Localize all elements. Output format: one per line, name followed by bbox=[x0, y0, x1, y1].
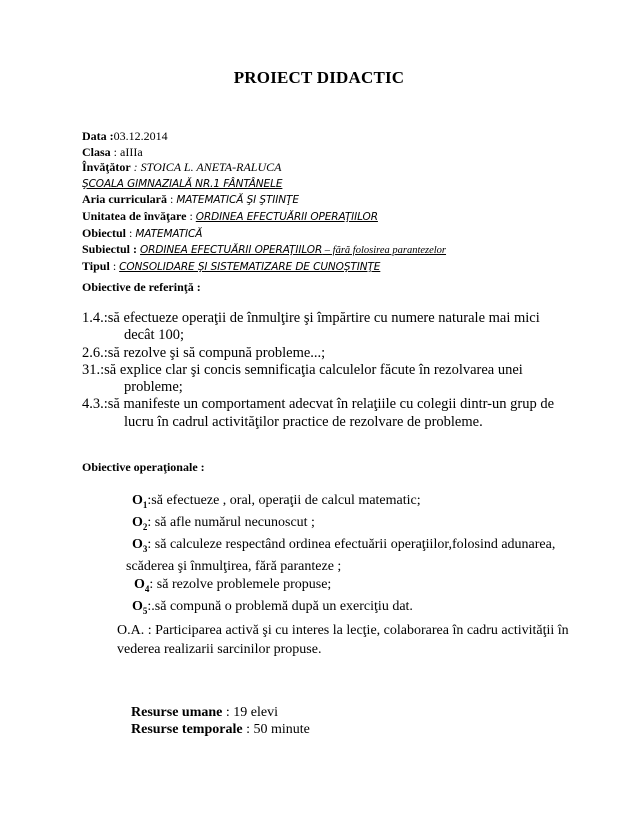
resources bbox=[131, 704, 310, 738]
operational-objective-item: $O_5:.să$ compună o problemă după un exerciţiu dat. bbox=[132, 599, 413, 616]
operational-objective-item: $O_2$: să afle numărul necunoscut ; bbox=[132, 515, 315, 532]
class-label: Clasa bbox=[82, 144, 111, 159]
operational-objective-item: $O_3$: să calculeze respectând ordinea efectuării operaţiilor,folosind adunarea, bbox=[132, 537, 556, 554]
date-row bbox=[82, 129, 446, 145]
class-row bbox=[82, 145, 446, 161]
learning-unit-label: Unitatea de învăţare bbox=[82, 208, 187, 223]
topic-label: Subiectul : bbox=[82, 242, 138, 257]
operational-objectives-list bbox=[120, 492, 555, 620]
type-label: Tipul bbox=[82, 258, 110, 273]
curricular-area-label: Aria curriculară bbox=[82, 192, 167, 207]
teacher-label: Învăţător bbox=[82, 160, 131, 175]
attitudinal-objective: O.A. : Participarea activă şi cu interes la lecţie, colaborarea în cadru activităţii în vederea realizarii sarcinilor propuse. bbox=[117, 623, 569, 657]
lesson-metadata bbox=[82, 129, 446, 275]
operational-objective-item: $O_4$: să rezolve problemele propuse; bbox=[134, 577, 332, 594]
topic-row bbox=[82, 242, 446, 259]
school-row bbox=[82, 176, 446, 193]
reference-objective-line: 2.6.:să rezolve şi să compună probleme...; bbox=[82, 344, 326, 361]
time-resources-row bbox=[131, 721, 310, 738]
teacher-row bbox=[82, 160, 446, 176]
reference-objective-line: 4.3.:să manifeste un comportament adecvat în relaţiile cu colegii dintr-un grup de bbox=[82, 396, 555, 413]
teacher-value: : STOICA L. ANETA-RALUCA bbox=[130, 160, 282, 175]
date-label: Data : bbox=[82, 129, 114, 143]
curricular-area-row: Aria curriculară : MATEMATICĂ ŞI ŞTIINŢE bbox=[82, 192, 299, 207]
class-value: : aIIIa bbox=[110, 144, 143, 159]
curricular-area-value: MATEMATICĂ ŞI ŞTIINŢE bbox=[176, 194, 299, 207]
reference-objectives-heading: Obiective de referinţă : bbox=[82, 280, 201, 294]
reference-objective-line: 1.4.:să efectueze operaţii de înmulţire şi împărtire cu numere naturale mai mici bbox=[82, 310, 540, 326]
reference-objective-line: decât 100; bbox=[124, 327, 184, 344]
learning-unit-value: ORDINEA EFECTUĂRII OPERAŢIILOR bbox=[195, 210, 378, 223]
type-row: Tipul : CONSOLIDARE ŞI SISTEMATIZARE DE CUNOŞTINŢE bbox=[82, 258, 381, 273]
human-resources-row bbox=[131, 704, 310, 721]
reference-objective-line: probleme; bbox=[124, 379, 183, 396]
subject-row: Obiectul : MATEMATICĂ bbox=[82, 225, 203, 240]
operational-objective-continuation: scăderea şi înmulţirea, fără paranteze ; bbox=[126, 559, 342, 574]
topic-value: ORDINEA EFECTUĂRII OPERAŢIILOR bbox=[140, 244, 323, 257]
human-resources-value: : 19 elevi bbox=[222, 705, 278, 720]
topic-extra: – fără folosirea parantezelor bbox=[322, 245, 447, 257]
operational-objective-item: $O_1:să$ efectueze , oral, operaţii de calcul matematic; bbox=[132, 493, 421, 510]
time-resources-label: Resurse temporale bbox=[131, 722, 243, 737]
learning-unit-row: Unitatea de învăţare : ORDINEA EFECTUĂRII OPERAŢIILOR bbox=[82, 208, 378, 223]
reference-objective-line: 31.:să explice clar şi concis semnificaţia calculelor făcute în rezolvarea unei bbox=[82, 361, 523, 378]
operational-objectives-heading: Obiective operaţionale : bbox=[82, 460, 205, 474]
subject-label: Obiectul bbox=[82, 225, 126, 240]
human-resources-label: Resurse umane bbox=[131, 705, 223, 720]
reference-objective-line: lucru în cadrul activităţilor practice de rezolvare de probleme. bbox=[124, 413, 483, 430]
school-name: ŞCOALA GIMNAZIALĂ NR.1 FÂNTÂNELE bbox=[82, 177, 283, 190]
time-resources-value: : 50 minute bbox=[242, 722, 310, 737]
reference-objectives-list bbox=[82, 310, 582, 431]
type-value: CONSOLIDARE ŞI SISTEMATIZARE DE CUNOŞTINŢE bbox=[119, 260, 381, 273]
subject-value: MATEMATICĂ bbox=[135, 227, 203, 240]
date-value: 03.12.2014 bbox=[113, 129, 168, 143]
document-title: PROIECT DIDACTIC bbox=[233, 68, 405, 87]
